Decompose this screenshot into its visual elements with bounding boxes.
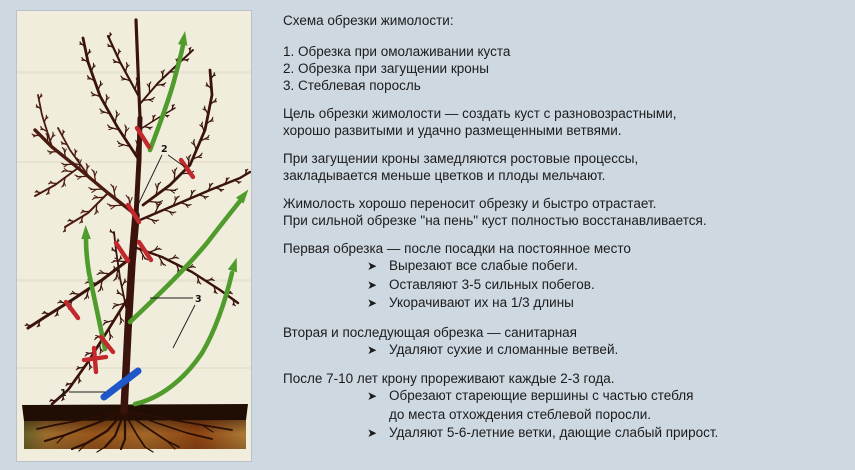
bush-illustration — [17, 11, 251, 461]
goal-line-2: хорошо развитыми и удачно размещенными ветвями. — [283, 123, 622, 138]
arrow-bullet-icon: ➤ — [367, 277, 378, 292]
first-pruning-intro: Первая обрезка — после посадки на постоянное место — [283, 241, 631, 256]
figure-label-3: 3 — [195, 294, 202, 305]
recovery-paragraph — [283, 195, 848, 229]
recovery-line-2: При сильной обрезке "на пень" куст полностью восстанавливается. — [283, 213, 707, 228]
arrow-bullet-icon: ➤ — [367, 342, 378, 357]
legend-item-2: 2. Обрезка при загущении кроны — [283, 61, 489, 76]
sanitary-pruning-section — [283, 324, 848, 360]
thinning-pruning-intro: После 7-10 лет крону прореживают каждые 2-3 года. — [283, 371, 615, 386]
legend-item-1: 1. Обрезка при омолаживании куста — [283, 44, 511, 59]
bullet-text: Удаляют сухие и сломанные ветвей. — [389, 341, 619, 357]
sanitary-pruning-bullet-1 — [283, 341, 848, 360]
sanitary-pruning-intro: Вторая и последующая обрезка — санитарная — [283, 324, 577, 340]
text-panel — [283, 12, 848, 454]
arrow-bullet-icon: ➤ — [367, 426, 378, 440]
scheme-title: Схема обрезки жимолости: — [283, 13, 454, 28]
numbered-legend — [283, 43, 848, 94]
thickening-line-2: закладывается меньше цветков и плоды мельчают. — [283, 168, 606, 183]
first-pruning-bullet-3 — [283, 294, 848, 313]
goal-paragraph — [283, 105, 848, 139]
thickening-line-1: При загущении кроны замедляются ростовые процессы, — [283, 151, 639, 166]
figure-label-1: 1 — [60, 388, 67, 399]
figure-label-2: 2 — [161, 144, 168, 155]
legend-item-3: 3. Стеблевая поросль — [283, 78, 421, 93]
arrow-bullet-icon: ➤ — [367, 296, 378, 310]
thinning-pruning-section — [283, 370, 848, 443]
bullet-text: Вырезают все слабые побеги. — [389, 258, 578, 273]
thinning-pruning-bullet-1 — [283, 387, 848, 406]
first-pruning-bullet-2 — [283, 276, 848, 295]
bullet-text: Удаляют 5-6-летние ветки, дающие слабый прирост. — [389, 425, 719, 440]
pruning-diagram — [17, 11, 251, 461]
bullet-text: до места отхождения стеблевой поросли. — [389, 406, 652, 422]
first-pruning-section — [283, 240, 848, 313]
thickening-paragraph — [283, 150, 848, 184]
arrow-bullet-icon: ➤ — [367, 259, 378, 273]
bullet-text: Оставляют 3-5 сильных побегов. — [389, 276, 595, 292]
arrow-bullet-icon: ➤ — [367, 389, 378, 403]
thinning-pruning-bullet-2 — [283, 424, 848, 443]
bullet-text: Укорачивают их на 1/3 длины — [389, 295, 574, 310]
recovery-line-1: Жимолость хорошо переносит обрезку и быстро отрастает. — [283, 196, 657, 211]
first-pruning-bullet-1 — [283, 257, 848, 276]
thinning-pruning-bullet-1-cont — [283, 406, 848, 425]
goal-line-1: Цель обрезки жимолости — создать куст с разновозрастными, — [283, 106, 677, 121]
bullet-text: Обрезают стареющие вершины с частью стебля — [389, 388, 694, 403]
